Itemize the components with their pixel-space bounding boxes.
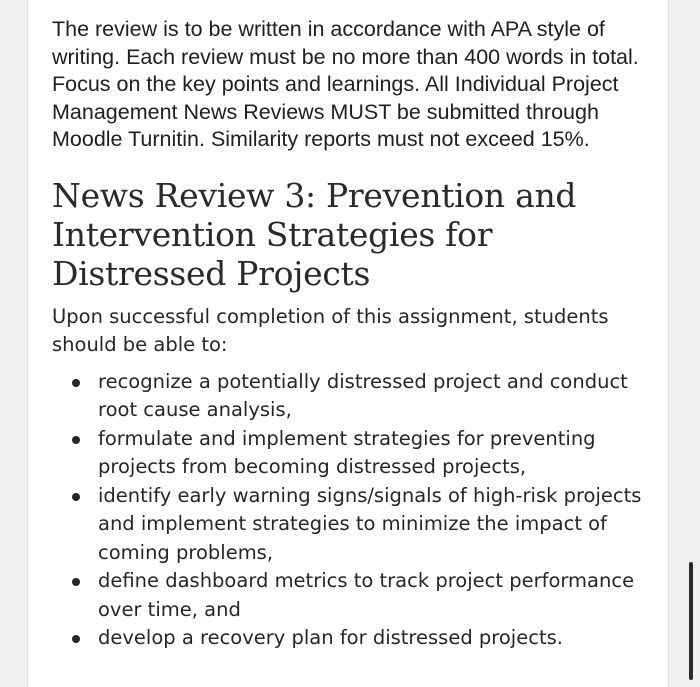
- document-content: [52, 16, 652, 653]
- bullet-icon: [72, 436, 80, 444]
- bullet-icon: [72, 379, 80, 387]
- list-item: [98, 482, 652, 568]
- section-heading: News Review 3: Prevention and Intervention Strategies for Distressed Projects: [52, 175, 577, 293]
- list-item-text: recognize a potentially distressed project and conduct root cause analysis,: [98, 369, 628, 421]
- bullet-icon: [72, 493, 80, 501]
- list-item: [98, 368, 652, 425]
- list-item-text: develop a recovery plan for distressed projects.: [98, 626, 563, 649]
- document-page: [27, 0, 669, 687]
- list-item-text: identify early warning signs/signals of high-risk projects and implement strategies to minimize the impact of coming problems,: [98, 483, 642, 564]
- list-item: [98, 624, 652, 653]
- learning-outcomes-list: [52, 368, 652, 653]
- intro-paragraph: The review is to be written in accordance with APA style of writing. Each review must be no more than 400 words in total. Focus on the key points and learnings. All Individual Project Management News Reviews MUST be submitted through Moodle Turnitin. Similarity reports must not exceed 15%.: [52, 17, 639, 151]
- lead-paragraph: Upon successful completion of this assignment, students should be able to:: [52, 304, 609, 356]
- bullet-icon: [72, 578, 80, 586]
- list-item-text: formulate and implement strategies for preventing projects from becoming distressed projects,: [98, 426, 596, 478]
- list-item-text: define dashboard metrics to track project performance over time, and: [98, 569, 635, 621]
- bullet-icon: [72, 635, 80, 643]
- list-item: [98, 567, 652, 624]
- list-item: [98, 425, 652, 482]
- scrollbar-thumb[interactable]: [689, 562, 693, 680]
